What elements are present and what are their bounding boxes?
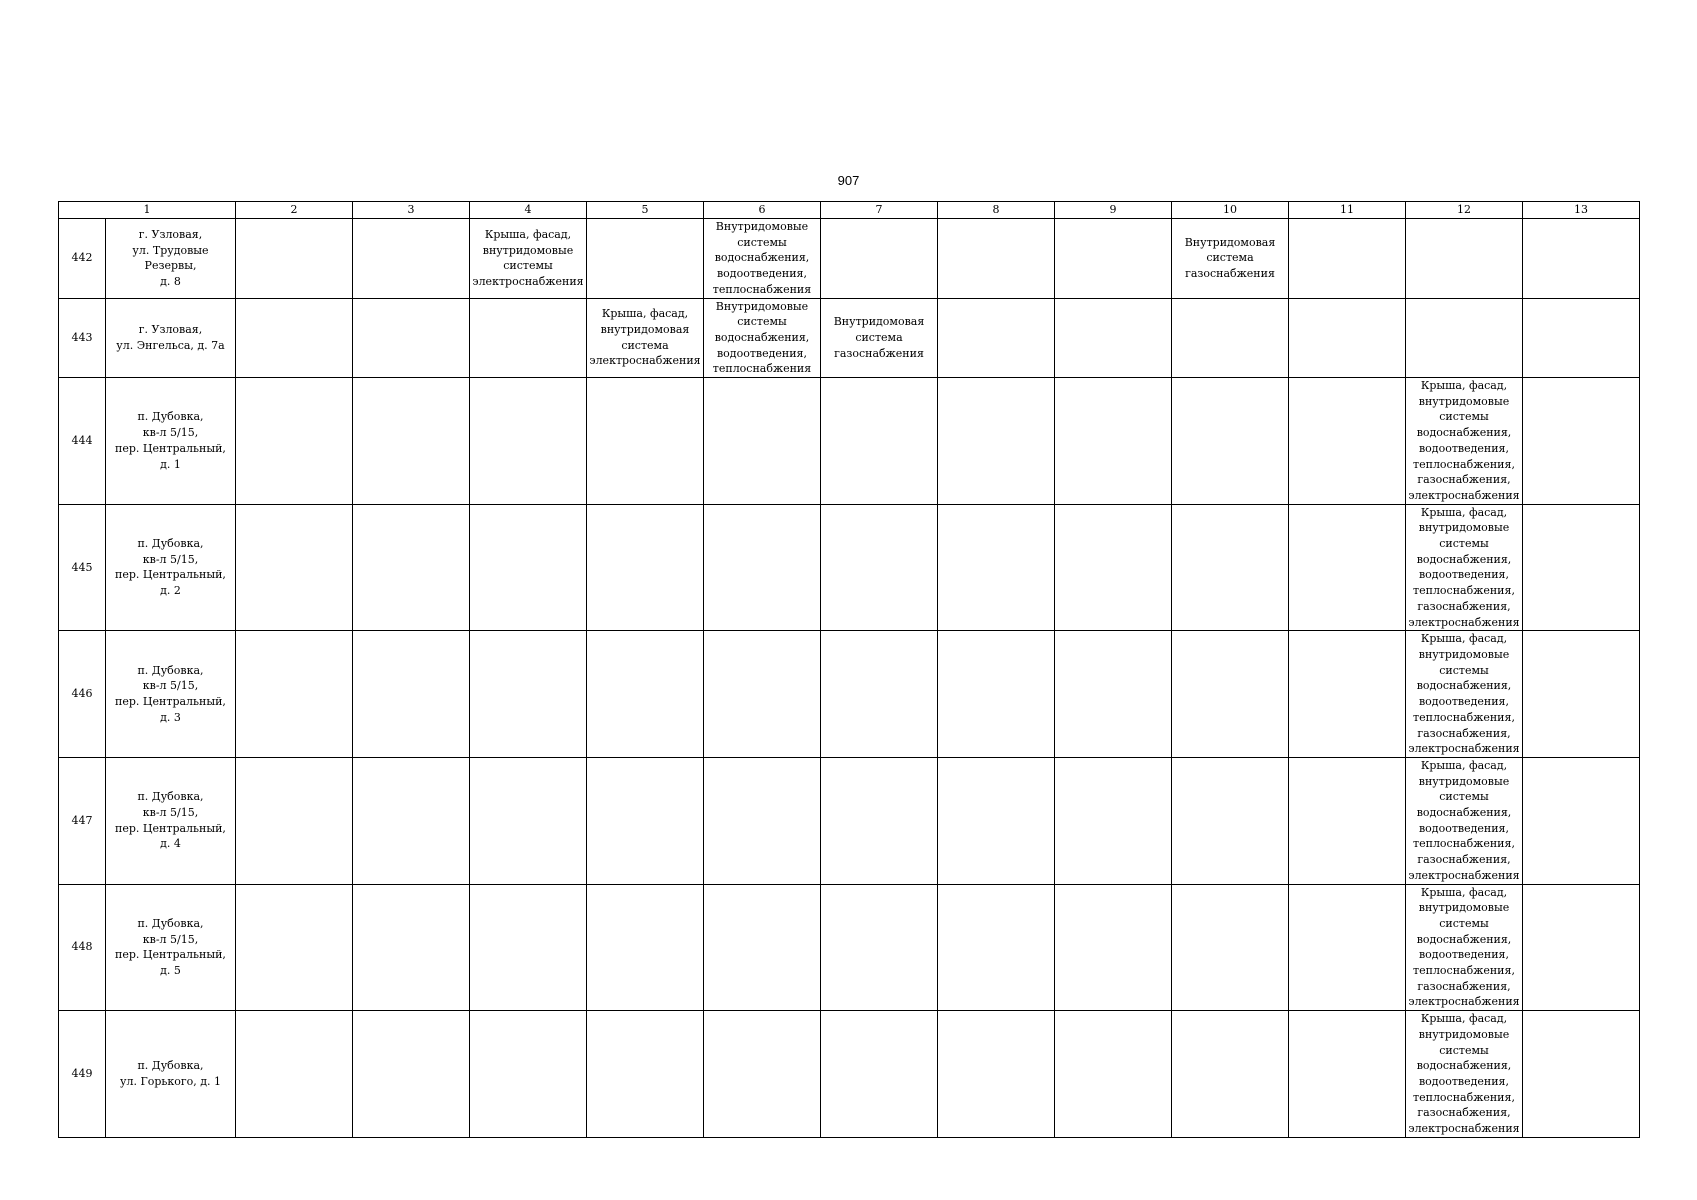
table-row — [59, 504, 1640, 631]
work-cell-col-5 — [587, 631, 704, 758]
work-cell-col-3 — [353, 884, 470, 1011]
work-cell-col-11 — [1289, 884, 1406, 1011]
row-number: 442 — [59, 219, 106, 299]
work-cell-col-10 — [1172, 504, 1289, 631]
work-cell-col-7 — [821, 298, 938, 378]
work-cell-col-8 — [938, 884, 1055, 1011]
work-cell-col-11 — [1289, 219, 1406, 299]
work-cell-col-8 — [938, 631, 1055, 758]
work-cell-col-12 — [1406, 1011, 1523, 1138]
work-cell-col-5 — [587, 884, 704, 1011]
work-cell-col-12 — [1406, 504, 1523, 631]
work-cell-col-4 — [470, 631, 587, 758]
work-cell-col-2 — [236, 298, 353, 378]
row-number: 444 — [59, 378, 106, 505]
column-number-11: 11 — [1289, 202, 1406, 219]
work-cell-col-10 — [1172, 219, 1289, 299]
work-cell-col-13 — [1523, 631, 1640, 758]
work-text: Крыша, фасад, внутридомовая система электроснабжения — [589, 307, 701, 368]
table-body — [59, 202, 1640, 1138]
work-cell-col-3 — [353, 504, 470, 631]
work-cell-col-9 — [1055, 757, 1172, 884]
address-text: п. Дубовка, ул. Горького, д. 1 — [119, 1059, 222, 1088]
column-number-10: 10 — [1172, 202, 1289, 219]
work-cell-col-7 — [821, 504, 938, 631]
work-cell-col-3 — [353, 298, 470, 378]
row-number: 446 — [59, 631, 106, 758]
table-row — [59, 219, 1640, 299]
work-cell-col-8 — [938, 504, 1055, 631]
work-cell-col-2 — [236, 504, 353, 631]
work-text: Внутридомовые системы водоснабжения, водоотведения, теплоснабжения — [712, 220, 812, 296]
work-cell-col-10 — [1172, 757, 1289, 884]
work-cell-col-6 — [704, 757, 821, 884]
work-cell-col-10 — [1172, 378, 1289, 505]
work-cell-col-13 — [1523, 504, 1640, 631]
work-cell-col-10 — [1172, 631, 1289, 758]
work-cell-col-2 — [236, 631, 353, 758]
work-cell-col-11 — [1289, 378, 1406, 505]
work-cell-col-9 — [1055, 298, 1172, 378]
work-cell-col-13 — [1523, 757, 1640, 884]
work-cell-col-6 — [704, 219, 821, 299]
work-text: Крыша, фасад, внутридомовые системы электроснабжения — [472, 227, 584, 288]
work-cell-col-10 — [1172, 298, 1289, 378]
table-row — [59, 631, 1640, 758]
work-cell-col-9 — [1055, 378, 1172, 505]
work-cell-col-5 — [587, 378, 704, 505]
header-row — [59, 202, 1640, 219]
row-number: 448 — [59, 884, 106, 1011]
address-text: п. Дубовка, кв-л 5/15, пер. Центральный, д. 2 — [115, 537, 226, 598]
address-text: п. Дубовка, кв-л 5/15, пер. Центральный, д. 3 — [115, 663, 226, 724]
work-cell-col-11 — [1289, 1011, 1406, 1138]
table-row — [59, 378, 1640, 505]
work-cell-col-6 — [704, 504, 821, 631]
column-number-1: 1 — [59, 202, 236, 219]
address-cell — [106, 884, 236, 1011]
address-cell — [106, 298, 236, 378]
work-cell-col-4 — [470, 884, 587, 1011]
address-cell — [106, 378, 236, 505]
column-number-12: 12 — [1406, 202, 1523, 219]
column-number-3: 3 — [353, 202, 470, 219]
work-cell-col-9 — [1055, 631, 1172, 758]
row-number: 447 — [59, 757, 106, 884]
work-cell-col-7 — [821, 378, 938, 505]
address-text: г. Узловая, ул. Энгельса, д. 7а — [116, 323, 225, 352]
address-text: п. Дубовка, кв-л 5/15, пер. Центральный, д. 4 — [115, 790, 226, 851]
work-cell-col-4 — [470, 504, 587, 631]
page-number: 907 — [837, 173, 860, 188]
work-text: Крыша, фасад, внутридомовые системы водоснабжения, водоотведения, теплоснабжения, газоснабжения, электроснабжения — [1408, 379, 1520, 502]
work-cell-col-12 — [1406, 631, 1523, 758]
work-text: Крыша, фасад, внутридомовые системы водоснабжения, водоотведения, теплоснабжения, газоснабжения, электроснабжения — [1408, 758, 1520, 882]
row-number: 449 — [59, 1011, 106, 1138]
work-cell-col-2 — [236, 757, 353, 884]
work-cell-col-8 — [938, 378, 1055, 505]
work-cell-col-3 — [353, 757, 470, 884]
work-cell-col-13 — [1523, 884, 1640, 1011]
work-cell-col-2 — [236, 378, 353, 505]
work-cell-col-12 — [1406, 378, 1523, 505]
work-cell-col-12 — [1406, 298, 1523, 378]
work-cell-col-13 — [1523, 1011, 1640, 1138]
work-cell-col-5 — [587, 298, 704, 378]
work-cell-col-2 — [236, 219, 353, 299]
column-number-13: 13 — [1523, 202, 1640, 219]
work-cell-col-4 — [470, 378, 587, 505]
column-number-9: 9 — [1055, 202, 1172, 219]
work-cell-col-12 — [1406, 219, 1523, 299]
work-cell-col-6 — [704, 1011, 821, 1138]
work-cell-col-10 — [1172, 884, 1289, 1011]
work-cell-col-3 — [353, 1011, 470, 1138]
work-cell-col-11 — [1289, 757, 1406, 884]
work-cell-col-8 — [938, 757, 1055, 884]
work-cell-col-8 — [938, 1011, 1055, 1138]
work-text: Внутридомовая система газоснабжения — [1184, 235, 1276, 281]
work-cell-col-6 — [704, 884, 821, 1011]
address-cell — [106, 757, 236, 884]
work-cell-col-10 — [1172, 1011, 1289, 1138]
work-cell-col-8 — [938, 298, 1055, 378]
column-number-8: 8 — [938, 202, 1055, 219]
work-cell-col-2 — [236, 1011, 353, 1138]
work-cell-col-4 — [470, 219, 587, 299]
work-cell-col-3 — [353, 631, 470, 758]
table-row — [59, 884, 1640, 1011]
work-text: Крыша, фасад, внутридомовые системы водоснабжения, водоотведения, теплоснабжения, газоснабжения, электроснабжения — [1408, 885, 1520, 1009]
work-cell-col-7 — [821, 884, 938, 1011]
work-cell-col-9 — [1055, 884, 1172, 1011]
work-text: Крыша, фасад, внутридомовые системы водоснабжения, водоотведения, теплоснабжения, газоснабжения, электроснабжения — [1408, 632, 1520, 756]
work-cell-col-7 — [821, 219, 938, 299]
address-text: г. Узловая, ул. Трудовые Резервы, д. 8 — [132, 227, 209, 288]
column-number-2: 2 — [236, 202, 353, 219]
column-number-6: 6 — [704, 202, 821, 219]
address-text: п. Дубовка, кв-л 5/15, пер. Центральный, д. 5 — [115, 916, 226, 978]
work-cell-col-7 — [821, 757, 938, 884]
address-cell — [106, 219, 236, 299]
work-text: Внутридомовые системы водоснабжения, водоотведения, теплоснабжения — [712, 299, 812, 376]
column-number-5: 5 — [587, 202, 704, 219]
work-text: Крыша, фасад, внутридомовые системы водоснабжения, водоотведения, теплоснабжения, газоснабжения, электроснабжения — [1408, 1012, 1520, 1136]
work-cell-col-9 — [1055, 504, 1172, 631]
table-row — [59, 1011, 1640, 1138]
column-number-4: 4 — [470, 202, 587, 219]
work-cell-col-9 — [1055, 1011, 1172, 1138]
work-cell-col-3 — [353, 219, 470, 299]
work-cell-col-5 — [587, 504, 704, 631]
work-cell-col-5 — [587, 219, 704, 299]
row-number: 443 — [59, 298, 106, 378]
work-cell-col-8 — [938, 219, 1055, 299]
address-cell — [106, 504, 236, 631]
work-cell-col-11 — [1289, 504, 1406, 631]
work-cell-col-12 — [1406, 884, 1523, 1011]
address-text: п. Дубовка, кв-л 5/15, пер. Центральный, д. 1 — [115, 410, 226, 471]
work-cell-col-12 — [1406, 757, 1523, 884]
address-cell — [106, 631, 236, 758]
work-text: Крыша, фасад, внутридомовые системы водоснабжения, водоотведения, теплоснабжения, газоснабжения, электроснабжения — [1408, 505, 1520, 629]
work-cell-col-6 — [704, 298, 821, 378]
work-cell-col-5 — [587, 757, 704, 884]
work-cell-col-6 — [704, 631, 821, 758]
work-cell-col-7 — [821, 1011, 938, 1138]
works-table — [58, 201, 1640, 1138]
table-row — [59, 298, 1640, 378]
work-cell-col-4 — [470, 298, 587, 378]
work-cell-col-4 — [470, 1011, 587, 1138]
work-cell-col-11 — [1289, 631, 1406, 758]
work-text: Внутридомовая система газоснабжения — [833, 315, 925, 360]
work-cell-col-9 — [1055, 219, 1172, 299]
work-cell-col-3 — [353, 378, 470, 505]
work-cell-col-13 — [1523, 378, 1640, 505]
work-cell-col-4 — [470, 757, 587, 884]
work-cell-col-13 — [1523, 298, 1640, 378]
work-cell-col-6 — [704, 378, 821, 505]
column-number-7: 7 — [821, 202, 938, 219]
work-cell-col-13 — [1523, 219, 1640, 299]
work-cell-col-5 — [587, 1011, 704, 1138]
table-row — [59, 757, 1640, 884]
row-number: 445 — [59, 504, 106, 631]
address-cell — [106, 1011, 236, 1138]
work-cell-col-11 — [1289, 298, 1406, 378]
work-cell-col-7 — [821, 631, 938, 758]
work-cell-col-2 — [236, 884, 353, 1011]
